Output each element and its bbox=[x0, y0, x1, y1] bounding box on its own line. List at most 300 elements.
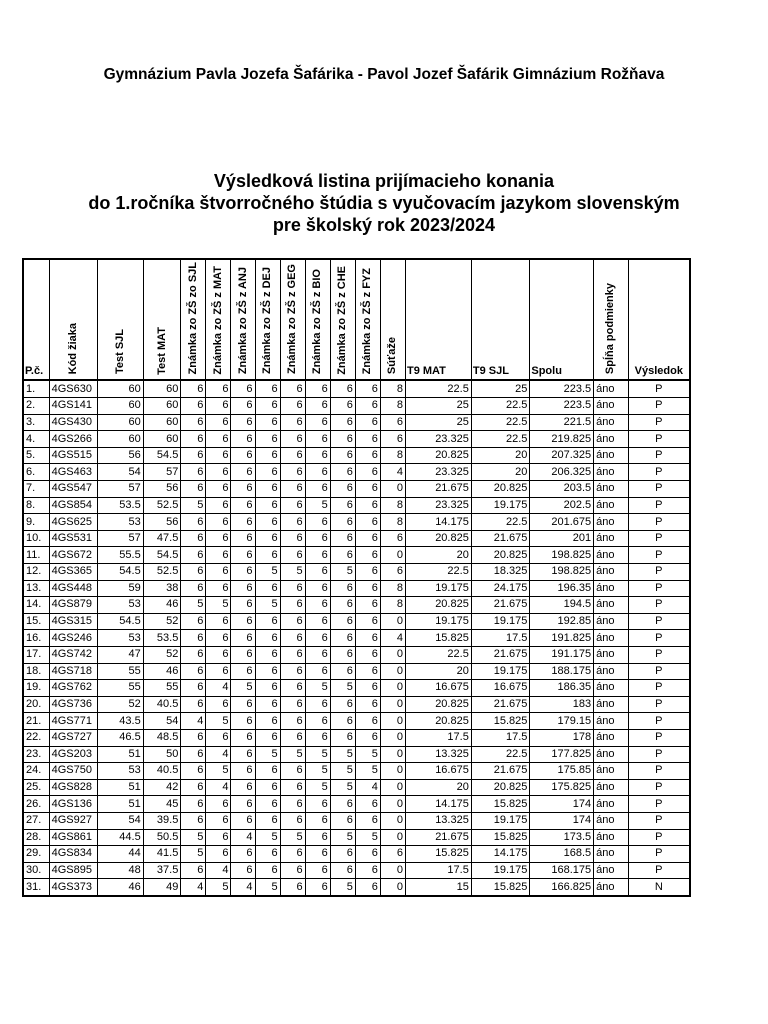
cell-znamka-dej: 5 bbox=[255, 879, 280, 896]
cell-znamka-mat: 5 bbox=[206, 713, 231, 730]
cell-znamka-dej: 6 bbox=[255, 447, 280, 464]
cell-znamka-mat: 6 bbox=[206, 380, 231, 397]
cell-pc: 2. bbox=[23, 398, 49, 415]
cell-znamka-che: 6 bbox=[330, 646, 355, 663]
cell-znamka-bio: 6 bbox=[305, 613, 330, 630]
cell-spolu: 194.5 bbox=[530, 597, 594, 614]
cell-znamka-geg: 5 bbox=[280, 564, 305, 581]
table-row bbox=[23, 597, 690, 614]
cell-znamka-geg: 6 bbox=[280, 530, 305, 547]
cell-test-sjl: 54.5 bbox=[97, 564, 143, 581]
cell-vysledok: P bbox=[628, 779, 690, 796]
cell-pc: 28. bbox=[23, 829, 49, 846]
cell-t9-mat: 20 bbox=[405, 779, 471, 796]
cell-znamka-fyz: 6 bbox=[355, 680, 380, 697]
table-row bbox=[23, 431, 690, 448]
cell-kod: 4GS430 bbox=[49, 414, 97, 431]
cell-znamka-mat: 6 bbox=[206, 613, 231, 630]
cell-sutaze: 0 bbox=[380, 829, 405, 846]
cell-znamka-sjl: 5 bbox=[181, 829, 206, 846]
cell-znamka-sjl: 6 bbox=[181, 779, 206, 796]
cell-znamka-bio: 6 bbox=[305, 696, 330, 713]
cell-znamka-mat: 6 bbox=[206, 812, 231, 829]
cell-t9-sjl: 21.675 bbox=[471, 696, 530, 713]
cell-znamka-mat: 6 bbox=[206, 829, 231, 846]
cell-znamka-che: 6 bbox=[330, 464, 355, 481]
cell-znamka-anj: 6 bbox=[231, 812, 255, 829]
cell-t9-mat: 16.675 bbox=[405, 763, 471, 780]
cell-znamka-sjl: 6 bbox=[181, 481, 206, 498]
cell-test-sjl: 55 bbox=[97, 680, 143, 697]
cell-pc: 25. bbox=[23, 779, 49, 796]
title-line-1: Výsledková listina prijímacieho konania bbox=[213, 171, 555, 191]
cell-pc: 11. bbox=[23, 547, 49, 564]
cell-t9-sjl: 15.825 bbox=[471, 796, 530, 813]
cell-test-sjl: 57 bbox=[97, 481, 143, 498]
cell-t9-mat: 25 bbox=[405, 414, 471, 431]
cell-spolu: 175.825 bbox=[530, 779, 594, 796]
cell-test-sjl: 46 bbox=[97, 879, 143, 896]
cell-znamka-mat: 6 bbox=[206, 846, 231, 863]
cell-znamka-anj: 6 bbox=[231, 630, 255, 647]
cell-pc: 15. bbox=[23, 613, 49, 630]
cell-znamka-bio: 6 bbox=[305, 829, 330, 846]
cell-kod: 4GS771 bbox=[49, 713, 97, 730]
cell-znamka-fyz: 5 bbox=[355, 763, 380, 780]
cell-splna-podmienky: áno bbox=[594, 846, 629, 863]
cell-test-sjl: 51 bbox=[97, 779, 143, 796]
cell-sutaze: 0 bbox=[380, 729, 405, 746]
cell-znamka-sjl: 6 bbox=[181, 862, 206, 879]
cell-spolu: 186.35 bbox=[530, 680, 594, 697]
cell-znamka-dej: 6 bbox=[255, 862, 280, 879]
cell-kod: 4GS515 bbox=[49, 447, 97, 464]
cell-znamka-che: 5 bbox=[330, 746, 355, 763]
cell-znamka-bio: 6 bbox=[305, 580, 330, 597]
cell-znamka-che: 6 bbox=[330, 862, 355, 879]
cell-znamka-dej: 6 bbox=[255, 414, 280, 431]
cell-t9-mat: 25 bbox=[405, 398, 471, 415]
cell-kod: 4GS448 bbox=[49, 580, 97, 597]
cell-znamka-mat: 6 bbox=[206, 447, 231, 464]
cell-znamka-geg: 6 bbox=[280, 398, 305, 415]
cell-splna-podmienky: áno bbox=[594, 763, 629, 780]
cell-splna-podmienky: áno bbox=[594, 779, 629, 796]
cell-t9-mat: 20.825 bbox=[405, 447, 471, 464]
cell-znamka-geg: 5 bbox=[280, 829, 305, 846]
cell-vysledok: P bbox=[628, 564, 690, 581]
cell-znamka-geg: 6 bbox=[280, 414, 305, 431]
cell-znamka-sjl: 6 bbox=[181, 680, 206, 697]
cell-znamka-sjl: 6 bbox=[181, 530, 206, 547]
cell-znamka-sjl: 6 bbox=[181, 613, 206, 630]
table-row bbox=[23, 713, 690, 730]
cell-spolu: 223.5 bbox=[530, 380, 594, 397]
cell-test-sjl: 56 bbox=[97, 447, 143, 464]
cell-splna-podmienky: áno bbox=[594, 464, 629, 481]
cell-splna-podmienky: áno bbox=[594, 564, 629, 581]
cell-znamka-bio: 6 bbox=[305, 464, 330, 481]
cell-test-mat: 52.5 bbox=[143, 564, 181, 581]
cell-test-sjl: 46.5 bbox=[97, 729, 143, 746]
cell-znamka-sjl: 6 bbox=[181, 380, 206, 397]
cell-spolu: 198.825 bbox=[530, 547, 594, 564]
col-header-spolu: Spolu bbox=[530, 259, 594, 380]
cell-znamka-geg: 6 bbox=[280, 763, 305, 780]
cell-sutaze: 0 bbox=[380, 663, 405, 680]
cell-test-mat: 46 bbox=[143, 597, 181, 614]
cell-znamka-mat: 6 bbox=[206, 630, 231, 647]
cell-znamka-che: 5 bbox=[330, 779, 355, 796]
cell-znamka-dej: 6 bbox=[255, 613, 280, 630]
cell-kod: 4GS141 bbox=[49, 398, 97, 415]
cell-test-sjl: 48 bbox=[97, 862, 143, 879]
cell-splna-podmienky: áno bbox=[594, 663, 629, 680]
cell-znamka-che: 6 bbox=[330, 530, 355, 547]
cell-znamka-che: 6 bbox=[330, 414, 355, 431]
cell-sutaze: 0 bbox=[380, 696, 405, 713]
cell-t9-mat: 13.325 bbox=[405, 746, 471, 763]
results-table bbox=[22, 258, 691, 897]
cell-splna-podmienky: áno bbox=[594, 481, 629, 498]
cell-znamka-che: 6 bbox=[330, 713, 355, 730]
cell-znamka-dej: 6 bbox=[255, 530, 280, 547]
cell-znamka-mat: 5 bbox=[206, 597, 231, 614]
cell-pc: 22. bbox=[23, 729, 49, 746]
cell-pc: 3. bbox=[23, 414, 49, 431]
cell-vysledok: P bbox=[628, 630, 690, 647]
cell-znamka-fyz: 6 bbox=[355, 464, 380, 481]
cell-t9-sjl: 19.175 bbox=[471, 497, 530, 514]
cell-kod: 4GS625 bbox=[49, 514, 97, 531]
cell-znamka-sjl: 6 bbox=[181, 398, 206, 415]
cell-test-mat: 38 bbox=[143, 580, 181, 597]
cell-znamka-anj: 6 bbox=[231, 530, 255, 547]
cell-znamka-anj: 6 bbox=[231, 547, 255, 564]
cell-znamka-geg: 6 bbox=[280, 481, 305, 498]
cell-test-sjl: 53.5 bbox=[97, 497, 143, 514]
cell-znamka-mat: 6 bbox=[206, 464, 231, 481]
col-header-t9-sjl: T9 SJL bbox=[471, 259, 530, 380]
table-row bbox=[23, 812, 690, 829]
cell-t9-mat: 14.175 bbox=[405, 514, 471, 531]
cell-znamka-che: 5 bbox=[330, 680, 355, 697]
cell-znamka-dej: 6 bbox=[255, 812, 280, 829]
cell-znamka-anj: 6 bbox=[231, 646, 255, 663]
cell-splna-podmienky: áno bbox=[594, 597, 629, 614]
cell-test-sjl: 60 bbox=[97, 431, 143, 448]
cell-vysledok: P bbox=[628, 580, 690, 597]
cell-znamka-fyz: 6 bbox=[355, 613, 380, 630]
cell-znamka-fyz: 5 bbox=[355, 746, 380, 763]
cell-t9-sjl: 19.175 bbox=[471, 613, 530, 630]
cell-znamka-anj: 6 bbox=[231, 380, 255, 397]
cell-test-sjl: 55 bbox=[97, 663, 143, 680]
cell-znamka-anj: 6 bbox=[231, 414, 255, 431]
cell-vysledok: P bbox=[628, 729, 690, 746]
cell-splna-podmienky: áno bbox=[594, 746, 629, 763]
cell-znamka-fyz: 6 bbox=[355, 713, 380, 730]
cell-kod: 4GS895 bbox=[49, 862, 97, 879]
cell-t9-mat: 23.325 bbox=[405, 431, 471, 448]
cell-splna-podmienky: áno bbox=[594, 447, 629, 464]
cell-test-mat: 42 bbox=[143, 779, 181, 796]
col-header-znamka-mat: Známka zo ZŠ z MAT bbox=[206, 259, 231, 380]
cell-znamka-geg: 6 bbox=[280, 779, 305, 796]
cell-znamka-geg: 6 bbox=[280, 796, 305, 813]
cell-spolu: 206.325 bbox=[530, 464, 594, 481]
header-row bbox=[23, 259, 690, 380]
cell-kod: 4GS718 bbox=[49, 663, 97, 680]
cell-spolu: 196.35 bbox=[530, 580, 594, 597]
cell-pc: 26. bbox=[23, 796, 49, 813]
cell-spolu: 177.825 bbox=[530, 746, 594, 763]
cell-sutaze: 8 bbox=[380, 597, 405, 614]
cell-pc: 16. bbox=[23, 630, 49, 647]
cell-znamka-bio: 6 bbox=[305, 481, 330, 498]
cell-test-sjl: 60 bbox=[97, 398, 143, 415]
cell-znamka-che: 6 bbox=[330, 497, 355, 514]
cell-znamka-dej: 6 bbox=[255, 646, 280, 663]
cell-sutaze: 4 bbox=[380, 630, 405, 647]
table-row bbox=[23, 829, 690, 846]
cell-znamka-anj: 6 bbox=[231, 497, 255, 514]
cell-pc: 14. bbox=[23, 597, 49, 614]
title-line-3: pre školský rok 2023/2024 bbox=[272, 215, 496, 235]
table-row bbox=[23, 663, 690, 680]
cell-vysledok: P bbox=[628, 547, 690, 564]
cell-znamka-geg: 6 bbox=[280, 380, 305, 397]
cell-znamka-anj: 5 bbox=[231, 680, 255, 697]
cell-splna-podmienky: áno bbox=[594, 613, 629, 630]
cell-sutaze: 6 bbox=[380, 431, 405, 448]
cell-vysledok: P bbox=[628, 481, 690, 498]
cell-znamka-che: 6 bbox=[330, 613, 355, 630]
cell-t9-mat: 19.175 bbox=[405, 613, 471, 630]
cell-spolu: 221.5 bbox=[530, 414, 594, 431]
col-header-t9-mat: T9 MAT bbox=[405, 259, 471, 380]
cell-t9-sjl: 22.5 bbox=[471, 431, 530, 448]
table-row bbox=[23, 630, 690, 647]
cell-znamka-mat: 6 bbox=[206, 431, 231, 448]
cell-test-sjl: 53 bbox=[97, 763, 143, 780]
cell-znamka-dej: 5 bbox=[255, 829, 280, 846]
cell-znamka-sjl: 6 bbox=[181, 663, 206, 680]
cell-test-mat: 54.5 bbox=[143, 547, 181, 564]
cell-sutaze: 0 bbox=[380, 646, 405, 663]
cell-sutaze: 0 bbox=[380, 763, 405, 780]
cell-znamka-geg: 6 bbox=[280, 464, 305, 481]
cell-pc: 5. bbox=[23, 447, 49, 464]
cell-sutaze: 6 bbox=[380, 846, 405, 863]
cell-znamka-mat: 6 bbox=[206, 398, 231, 415]
cell-pc: 20. bbox=[23, 696, 49, 713]
cell-splna-podmienky: áno bbox=[594, 414, 629, 431]
cell-test-mat: 56 bbox=[143, 481, 181, 498]
cell-znamka-mat: 6 bbox=[206, 514, 231, 531]
cell-sutaze: 6 bbox=[380, 564, 405, 581]
cell-splna-podmienky: áno bbox=[594, 812, 629, 829]
cell-vysledok: N bbox=[628, 879, 690, 896]
cell-spolu: 178 bbox=[530, 729, 594, 746]
cell-znamka-dej: 6 bbox=[255, 763, 280, 780]
cell-znamka-fyz: 6 bbox=[355, 862, 380, 879]
cell-t9-sjl: 15.825 bbox=[471, 829, 530, 846]
cell-znamka-anj: 6 bbox=[231, 613, 255, 630]
cell-test-sjl: 60 bbox=[97, 414, 143, 431]
cell-znamka-geg: 5 bbox=[280, 746, 305, 763]
cell-pc: 23. bbox=[23, 746, 49, 763]
cell-znamka-bio: 6 bbox=[305, 398, 330, 415]
cell-znamka-che: 6 bbox=[330, 447, 355, 464]
cell-znamka-anj: 6 bbox=[231, 729, 255, 746]
cell-test-sjl: 53 bbox=[97, 597, 143, 614]
cell-t9-sjl: 21.675 bbox=[471, 597, 530, 614]
cell-test-mat: 50.5 bbox=[143, 829, 181, 846]
cell-znamka-sjl: 6 bbox=[181, 580, 206, 597]
col-header-sutaze: Súťaže bbox=[380, 259, 405, 380]
cell-znamka-anj: 6 bbox=[231, 696, 255, 713]
cell-spolu: 175.85 bbox=[530, 763, 594, 780]
cell-znamka-fyz: 6 bbox=[355, 380, 380, 397]
cell-znamka-bio: 5 bbox=[305, 746, 330, 763]
cell-t9-sjl: 22.5 bbox=[471, 746, 530, 763]
cell-znamka-mat: 6 bbox=[206, 796, 231, 813]
cell-test-mat: 55 bbox=[143, 680, 181, 697]
cell-test-mat: 41.5 bbox=[143, 846, 181, 863]
cell-znamka-anj: 6 bbox=[231, 663, 255, 680]
cell-znamka-geg: 6 bbox=[280, 547, 305, 564]
cell-znamka-fyz: 6 bbox=[355, 646, 380, 663]
col-header-znamka-che: Známka zo ZŠ z CHE bbox=[330, 259, 355, 380]
cell-znamka-fyz: 6 bbox=[355, 431, 380, 448]
cell-spolu: 219.825 bbox=[530, 431, 594, 448]
cell-znamka-mat: 6 bbox=[206, 547, 231, 564]
table-row bbox=[23, 481, 690, 498]
cell-znamka-anj: 4 bbox=[231, 879, 255, 896]
cell-znamka-anj: 6 bbox=[231, 564, 255, 581]
cell-sutaze: 0 bbox=[380, 812, 405, 829]
cell-pc: 4. bbox=[23, 431, 49, 448]
cell-znamka-dej: 6 bbox=[255, 680, 280, 697]
cell-t9-mat: 20.825 bbox=[405, 597, 471, 614]
cell-znamka-bio: 6 bbox=[305, 447, 330, 464]
cell-test-mat: 56 bbox=[143, 514, 181, 531]
cell-sutaze: 6 bbox=[380, 414, 405, 431]
cell-t9-sjl: 22.5 bbox=[471, 414, 530, 431]
table-row bbox=[23, 779, 690, 796]
cell-test-sjl: 44 bbox=[97, 846, 143, 863]
cell-test-sjl: 52 bbox=[97, 696, 143, 713]
cell-znamka-sjl: 6 bbox=[181, 464, 206, 481]
cell-splna-podmienky: áno bbox=[594, 646, 629, 663]
cell-t9-sjl: 18.325 bbox=[471, 564, 530, 581]
cell-kod: 4GS463 bbox=[49, 464, 97, 481]
cell-splna-podmienky: áno bbox=[594, 547, 629, 564]
cell-splna-podmienky: áno bbox=[594, 580, 629, 597]
cell-vysledok: P bbox=[628, 812, 690, 829]
cell-znamka-bio: 5 bbox=[305, 680, 330, 697]
school-name: Gymnázium Pavla Jozefa Šafárika - Pavol Jozef Šafárik Gimnázium Rožňava bbox=[103, 66, 665, 83]
cell-znamka-sjl: 6 bbox=[181, 646, 206, 663]
table-row bbox=[23, 879, 690, 896]
cell-spolu: 173.5 bbox=[530, 829, 594, 846]
cell-vysledok: P bbox=[628, 514, 690, 531]
cell-test-mat: 49 bbox=[143, 879, 181, 896]
cell-sutaze: 8 bbox=[380, 380, 405, 397]
cell-t9-sjl: 20.825 bbox=[471, 547, 530, 564]
cell-znamka-dej: 6 bbox=[255, 464, 280, 481]
cell-test-sjl: 57 bbox=[97, 530, 143, 547]
cell-test-mat: 57 bbox=[143, 464, 181, 481]
cell-znamka-anj: 6 bbox=[231, 779, 255, 796]
cell-znamka-bio: 6 bbox=[305, 597, 330, 614]
cell-znamka-bio: 6 bbox=[305, 862, 330, 879]
cell-znamka-che: 6 bbox=[330, 481, 355, 498]
cell-kod: 4GS315 bbox=[49, 613, 97, 630]
cell-znamka-geg: 6 bbox=[280, 862, 305, 879]
cell-sutaze: 6 bbox=[380, 530, 405, 547]
cell-test-sjl: 53 bbox=[97, 630, 143, 647]
cell-pc: 19. bbox=[23, 680, 49, 697]
cell-znamka-geg: 6 bbox=[280, 613, 305, 630]
cell-znamka-bio: 6 bbox=[305, 380, 330, 397]
cell-vysledok: P bbox=[628, 796, 690, 813]
cell-test-sjl: 54 bbox=[97, 464, 143, 481]
cell-sutaze: 8 bbox=[380, 580, 405, 597]
cell-znamka-dej: 5 bbox=[255, 597, 280, 614]
cell-kod: 4GS373 bbox=[49, 879, 97, 896]
table-row bbox=[23, 564, 690, 581]
cell-splna-podmienky: áno bbox=[594, 862, 629, 879]
cell-vysledok: P bbox=[628, 447, 690, 464]
cell-sutaze: 0 bbox=[380, 680, 405, 697]
title-line-2: do 1.ročníka štvorročného štúdia s vyučovacím jazykom slovenským bbox=[88, 193, 680, 213]
table-body bbox=[23, 380, 690, 895]
cell-znamka-geg: 6 bbox=[280, 580, 305, 597]
cell-znamka-geg: 6 bbox=[280, 497, 305, 514]
cell-t9-sjl: 19.175 bbox=[471, 663, 530, 680]
cell-kod: 4GS834 bbox=[49, 846, 97, 863]
cell-pc: 6. bbox=[23, 464, 49, 481]
cell-znamka-bio: 6 bbox=[305, 630, 330, 647]
cell-znamka-che: 5 bbox=[330, 564, 355, 581]
cell-t9-mat: 13.325 bbox=[405, 812, 471, 829]
cell-znamka-bio: 6 bbox=[305, 713, 330, 730]
cell-splna-podmienky: áno bbox=[594, 630, 629, 647]
cell-znamka-mat: 6 bbox=[206, 646, 231, 663]
cell-znamka-dej: 6 bbox=[255, 547, 280, 564]
cell-pc: 30. bbox=[23, 862, 49, 879]
cell-znamka-che: 6 bbox=[330, 431, 355, 448]
cell-test-mat: 37.5 bbox=[143, 862, 181, 879]
cell-znamka-fyz: 6 bbox=[355, 564, 380, 581]
table-row bbox=[23, 530, 690, 547]
cell-spolu: 201 bbox=[530, 530, 594, 547]
cell-znamka-dej: 6 bbox=[255, 580, 280, 597]
cell-kod: 4GS246 bbox=[49, 630, 97, 647]
cell-t9-mat: 14.175 bbox=[405, 796, 471, 813]
cell-pc: 1. bbox=[23, 380, 49, 397]
cell-test-sjl: 43.5 bbox=[97, 713, 143, 730]
cell-kod: 4GS672 bbox=[49, 547, 97, 564]
table-row bbox=[23, 696, 690, 713]
cell-vysledok: P bbox=[628, 613, 690, 630]
cell-kod: 4GS828 bbox=[49, 779, 97, 796]
cell-test-mat: 46 bbox=[143, 663, 181, 680]
cell-kod: 4GS727 bbox=[49, 729, 97, 746]
cell-vysledok: P bbox=[628, 862, 690, 879]
